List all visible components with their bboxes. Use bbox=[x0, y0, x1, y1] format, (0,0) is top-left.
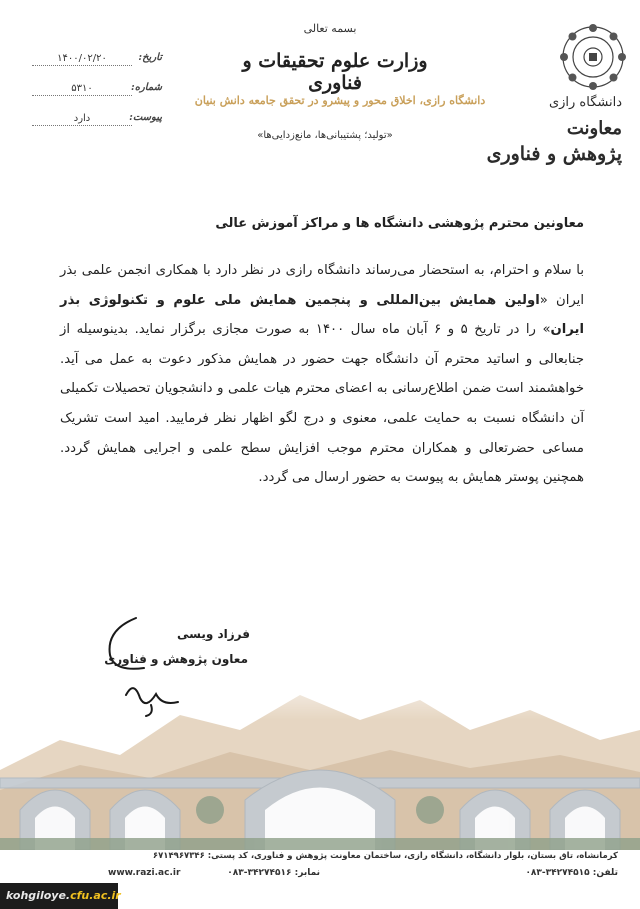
attachment-field bbox=[32, 112, 162, 126]
signatory-title: معاون پژوهش و فناوری bbox=[104, 652, 248, 666]
basmala: بسمه تعالی bbox=[303, 22, 357, 35]
letter-intro: با سلام و احترام، به استحضار می‌رساند دانشگاه رازی در نظر دارد با همکاری انجمن علمی بذر ایران « bbox=[60, 263, 584, 308]
footer-website[interactable]: www.razi.ac.ir bbox=[108, 868, 181, 878]
date-value: ۱۴۰۰/۰۲/۲۰ bbox=[32, 52, 132, 66]
ministry-title: وزارت علوم تحقیقات و فناوری bbox=[242, 50, 428, 94]
letter-details: » را در تاریخ ۵ و ۶ آبان ماه سال ۱۴۰۰ به صورت مجازی برگزار نماید. بدینوسیله از جنابعالی و اساتید محترم آن دانشگاه جهت حضور در همایش مذکور دعوت به عمل می آید. خواهشمند است ضمن اطلاع‌رسانی به اعضای محترم هیات علمی و دانشجویان تحصیلات تکمیلی آن دانشگاه نسبت به حمایت علمی، معنوی و درج لگو اظهار نظر فرمایید. امید است تشریک مساعی حضرتعالی و همکاران محترم موجب افزایش سطح علمی و اجرایی همایش گردد. همچنین پوستر همایش به پیوست به حضور ارسال می گردد. bbox=[60, 322, 584, 486]
attachment-label: پیوست: bbox=[129, 112, 162, 123]
office-name-line1: معاونت bbox=[566, 118, 622, 139]
letter-body bbox=[60, 256, 584, 493]
footer-fax: نمابر: ۳۴۲۷۴۵۱۶-۰۸۳ bbox=[227, 868, 320, 878]
signatory-name: فرزاد ویسی bbox=[177, 627, 250, 641]
university-name: دانشگاه رازی bbox=[548, 95, 622, 110]
attachment-value: دارد bbox=[32, 112, 132, 126]
university-logo bbox=[558, 22, 628, 92]
source-watermark bbox=[0, 883, 121, 909]
event-title: اولین همایش بین‌المللی و پنجمین همایش ملی علوم و تکنولوژی بذر ایران bbox=[60, 292, 584, 338]
date-field bbox=[32, 52, 162, 66]
letter-recipient: معاونین محترم پژوهشی دانشگاه ها و مراکز آموزش عالی bbox=[215, 216, 584, 231]
number-value: ۵۳۱۰ bbox=[32, 82, 132, 96]
year-motto: «تولید؛ پشتیبانی‌ها، مانع‌زدایی‌ها» bbox=[257, 130, 393, 141]
number-field bbox=[32, 82, 162, 96]
footer-phone: تلفن: ۳۴۲۷۴۵۱۵-۰۸۳ bbox=[525, 868, 618, 878]
number-label: شماره: bbox=[131, 82, 162, 93]
date-label: تاریخ: bbox=[138, 52, 162, 63]
office-name-line2: پژوهش و فناوری bbox=[486, 143, 622, 165]
footer-address: کرمانشاه، تاق بستان، بلوار دانشگاه، دانشگاه رازی، ساختمان معاونت پژوهش و فناوری، کد پستی: ۶۷۱۴۹۶۷۳۴۶ bbox=[152, 851, 618, 861]
university-slogan: دانشگاه رازی، اخلاق محور و پیشرو در تحقق جامعه دانش بنیان bbox=[194, 94, 486, 107]
watermark-prefix: kohgiloye. bbox=[6, 889, 71, 902]
watermark-suffix: cfu.ac.ir bbox=[70, 889, 121, 902]
